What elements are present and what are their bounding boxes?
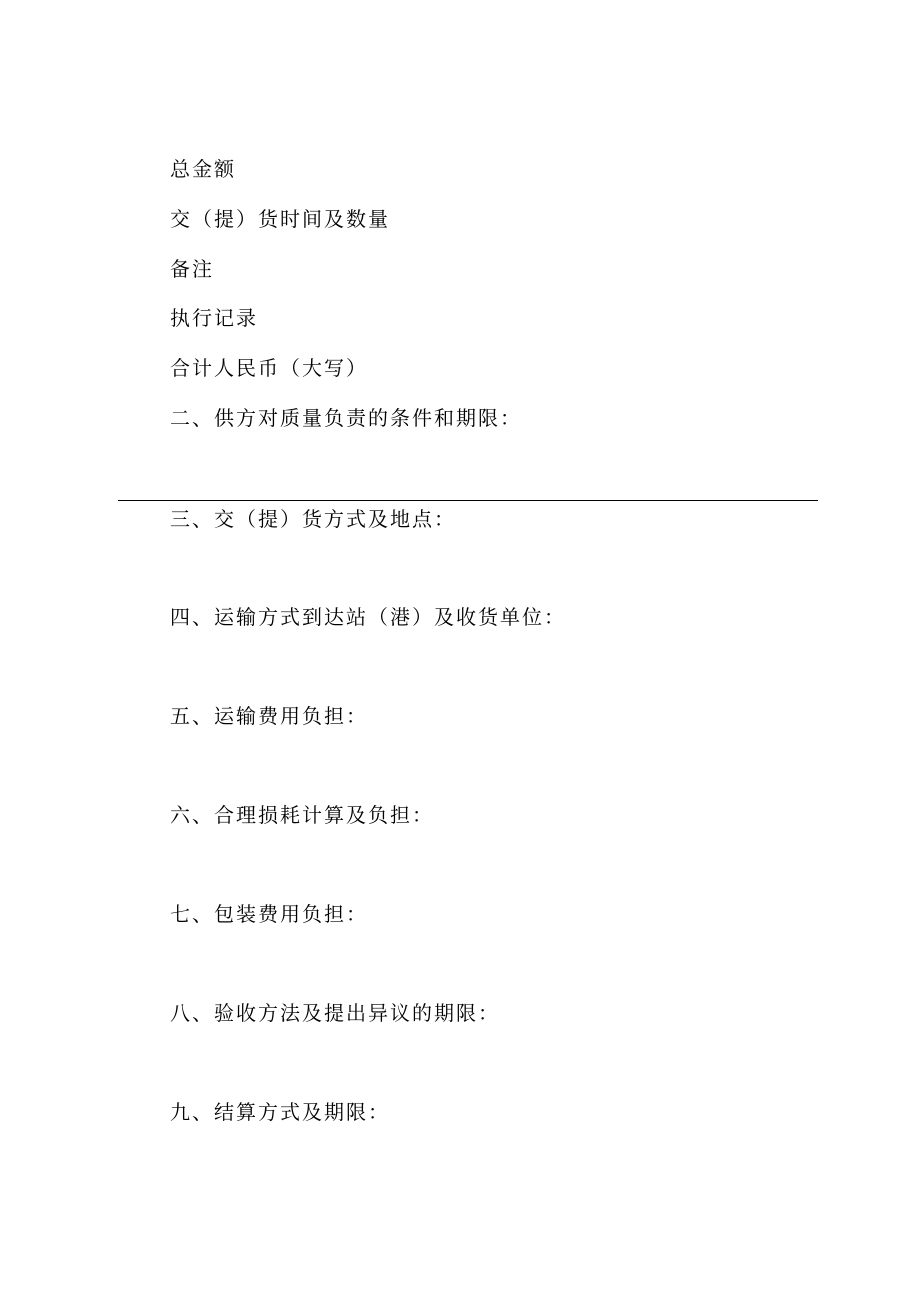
clause-2-quality-terms: 二、供方对质量负责的条件和期限： [170,406,522,430]
field-delivery-time-quantity: 交（提）货时间及数量 [170,207,390,231]
clause-9-settlement: 九、结算方式及期限： [170,1100,390,1124]
clause-8-inspection-objection: 八、验收方法及提出异议的期限： [170,1001,500,1025]
field-total-amount: 总金额 [170,157,236,181]
field-remarks: 备注 [170,257,214,281]
clause-6-loss-calculation: 六、合理损耗计算及负担： [170,803,434,827]
clause-3-delivery-method: 三、交（提）货方式及地点： [170,507,456,531]
field-execution-record: 执行记录 [170,306,258,330]
clause-5-transport-cost: 五、运输费用负担： [170,704,368,728]
blank-fill-line [118,500,818,501]
clause-7-packaging-cost: 七、包装费用负担： [170,902,368,926]
clause-4-transport-destination: 四、运输方式到达站（港）及收货单位： [170,605,566,629]
field-total-rmb-capital: 合计人民币（大写） [170,356,368,380]
